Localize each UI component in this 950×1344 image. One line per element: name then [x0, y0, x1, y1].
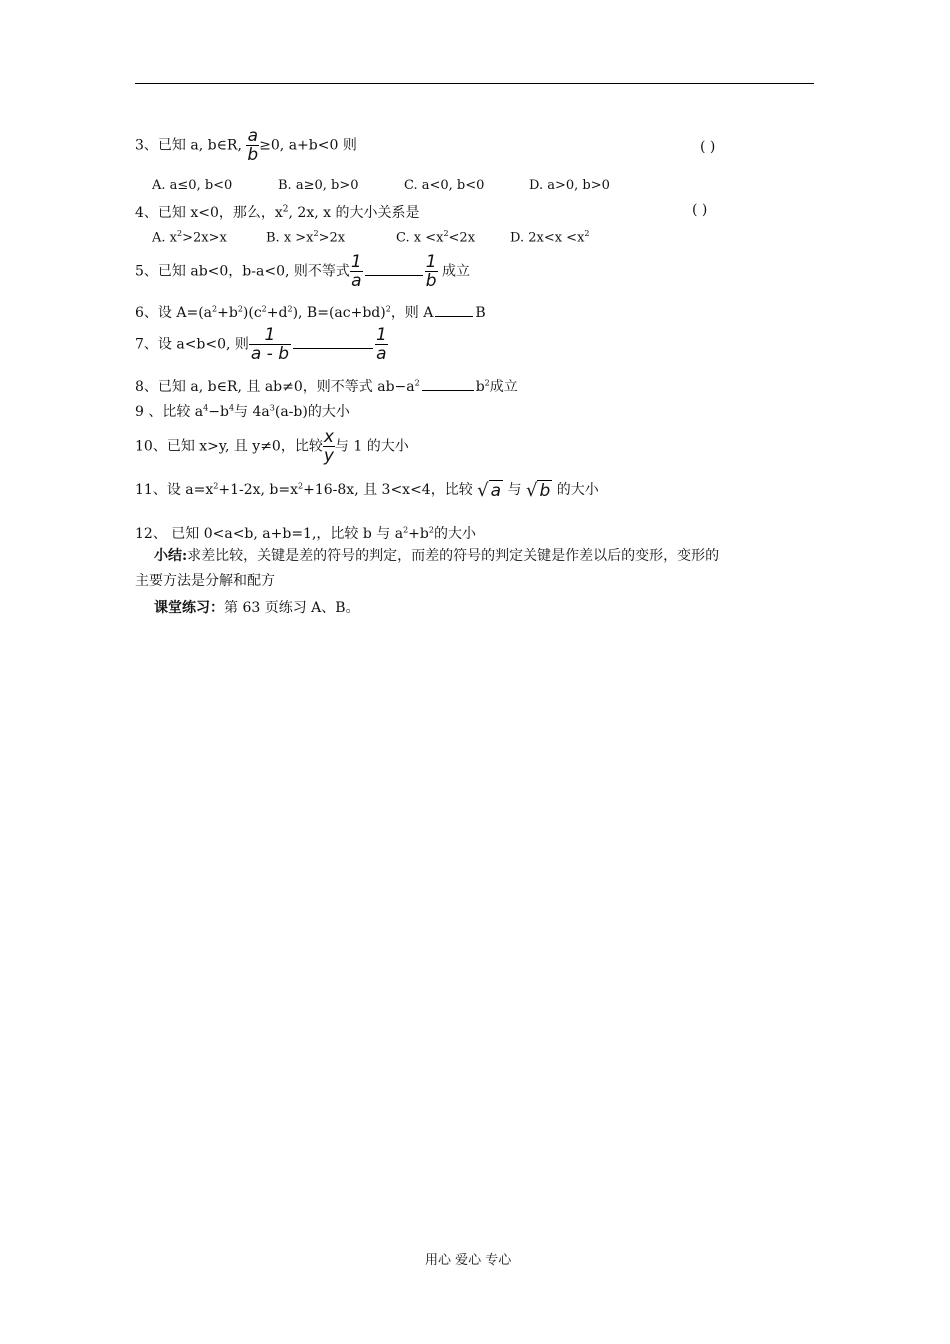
q7-frac1-num: 1 [264, 325, 276, 345]
q9-t4: (a-b)的大小 [274, 404, 350, 420]
q3-text: 3、已知 a, b∈R, [135, 137, 247, 154]
q4-c-pre: C. x <x [396, 230, 444, 246]
question-11 [135, 479, 599, 501]
q12-s1: 2 [403, 525, 409, 535]
q4-option-c [396, 229, 475, 245]
q5-frac2-num: 1 [425, 252, 437, 272]
q6-t7: B [475, 305, 486, 321]
q5-prefix: 5、已知 ab<0，b-a<0, 则不等式 [135, 263, 350, 280]
q6-blank [435, 315, 473, 317]
q10-prefix: 10、已知 x>y, 且 y≠0，比较 [135, 438, 323, 455]
q6-s2: 2 [237, 304, 243, 314]
q7-frac2-num: 1 [375, 325, 387, 345]
q8-t2: b [475, 379, 485, 395]
question-8 [135, 376, 518, 396]
q11-t1: 11、设 a=x [135, 482, 214, 498]
q3-option-b: B. a≥0, b>0 [278, 178, 359, 193]
question-6 [135, 302, 486, 322]
q9-t2: −b [208, 404, 229, 420]
q6-s3: 2 [261, 304, 267, 314]
q3-answer-paren: ( ) [700, 139, 716, 155]
q6-t6: ，则 A [390, 305, 434, 321]
summary-text-1: 求差比较，关键是差的符号的判定，而差的符号的判定关键是作差以后的变形，变形的 [187, 548, 720, 564]
q8-blank [422, 389, 474, 391]
q3-option-d: D. a>0, b>0 [529, 178, 610, 193]
q11-suffix: 的大小 [556, 482, 599, 498]
q4-a-post: >2x>x [182, 230, 227, 246]
question-4 [135, 202, 419, 222]
question-5 [135, 253, 470, 290]
q3-option-c: C. a<0, b<0 [404, 178, 485, 193]
q10-suffix: 与 1 的大小 [334, 438, 409, 455]
q4-d-pre: D. 2x<x <x [510, 230, 585, 246]
q4-sup: 2 [282, 204, 289, 215]
q6-s1: 2 [212, 304, 218, 314]
q10-frac-num: x [323, 427, 334, 447]
q10-fraction [323, 428, 335, 465]
radical-icon: √ [525, 479, 538, 501]
q4-prefix: 4、已知 x<0，那么，x [135, 205, 283, 221]
q3-frac-den: b [247, 145, 259, 165]
q3-fraction [246, 127, 259, 164]
q11-s2: 2 [298, 481, 304, 491]
q9-s2: 4 [228, 403, 235, 413]
q3-suffix: ≥0, a+b<0 则 [259, 137, 357, 154]
q11-mid: 与 [507, 482, 522, 498]
q4-b-post: >2x [318, 230, 346, 246]
summary-line-1 [154, 545, 719, 565]
q4-option-a [152, 229, 227, 245]
q4-a-pre: A. x [152, 230, 177, 246]
q7-frac2-den: a [376, 344, 387, 364]
q6-s5: 2 [385, 304, 391, 314]
question-10 [135, 428, 409, 465]
q11-sqrt-a-radicand: a [490, 480, 502, 501]
q8-t3: 成立 [489, 379, 518, 395]
q5-suffix: 成立 [442, 263, 470, 280]
q12-s2: 2 [428, 525, 434, 535]
summary-label: 小结: [154, 548, 188, 564]
q11-sqrt-b-radicand: b [539, 480, 551, 501]
q6-t2: +b [217, 305, 238, 321]
question-9 [135, 401, 350, 421]
q6-t3: )(c [242, 305, 262, 321]
q11-t2: +1-2x, b=x [218, 482, 299, 498]
q9-t3: 与 4a [234, 404, 270, 420]
q6-s4: 2 [287, 304, 293, 314]
q7-fraction-2 [375, 326, 388, 363]
q12-t2: +b [408, 526, 429, 542]
q5-fraction-2 [425, 253, 438, 290]
q7-fraction-1 [249, 326, 291, 363]
q6-t5: ), B=(ac+bd) [292, 305, 386, 321]
q9-s1: 4 [203, 403, 209, 413]
q5-frac2-den: b [425, 271, 437, 291]
q6-t1: 6、设 A=(a [135, 305, 213, 321]
q4-option-b [266, 229, 345, 245]
q4-b-pre: B. x >x [266, 230, 314, 246]
q4-b-sup: 2 [313, 229, 319, 238]
q11-s1: 2 [213, 481, 219, 491]
q7-frac1-den: a - b [250, 344, 290, 364]
q4-c-sup: 2 [443, 229, 449, 238]
practice-text: 第 63 页练习 A、B。 [224, 600, 360, 616]
q4-option-d [510, 229, 590, 245]
q10-frac-den: y [323, 446, 334, 466]
q5-blank [365, 274, 423, 276]
q11-t3: +16-8x, 且 3<x<4，比较 [303, 482, 473, 498]
q4-answer-paren: ( ) [692, 202, 708, 218]
q9-s3: 3 [269, 403, 275, 413]
summary-line-2: 主要方法是分解和配方 [135, 573, 275, 589]
q5-frac1-den: a [351, 271, 362, 291]
question-3 [135, 127, 357, 164]
header-rule [135, 83, 814, 84]
q8-t1: 8、已知 a, b∈R, 且 ab≠0，则不等式 ab−a [135, 379, 415, 395]
q7-blank [293, 347, 373, 349]
q11-sqrt-b [526, 480, 552, 501]
page-footer: 用心 爱心 专心 [425, 1253, 512, 1268]
q12-t3: 的大小 [433, 526, 476, 542]
q4-a-sup: 2 [176, 229, 183, 238]
q6-t4: +d [266, 305, 288, 321]
practice-line [154, 597, 360, 617]
q3-option-a: A. a≤0, b<0 [152, 178, 233, 193]
q5-frac1-num: 1 [350, 252, 362, 272]
question-7 [135, 326, 388, 363]
question-12 [135, 523, 476, 543]
q3-frac-num: a [247, 126, 258, 146]
q5-fraction-1 [350, 253, 363, 290]
q4-c-post: <2x [448, 230, 476, 246]
radical-icon: √ [477, 479, 489, 501]
practice-label: 课堂练习： [154, 600, 224, 616]
q4-d-sup: 2 [584, 229, 590, 238]
q8-s2: 2 [484, 378, 490, 388]
q8-s1: 2 [414, 378, 420, 388]
q9-t1: 9 、比较 a [135, 404, 204, 420]
q4-suffix: , 2x, x 的大小关系是 [288, 205, 420, 221]
q12-t1: 12、 已知 0<a<b, a+b=1,，比较 b 与 a [135, 526, 404, 542]
q7-prefix: 7、设 a<b<0, 则 [135, 336, 249, 353]
q11-sqrt-a [477, 480, 503, 501]
